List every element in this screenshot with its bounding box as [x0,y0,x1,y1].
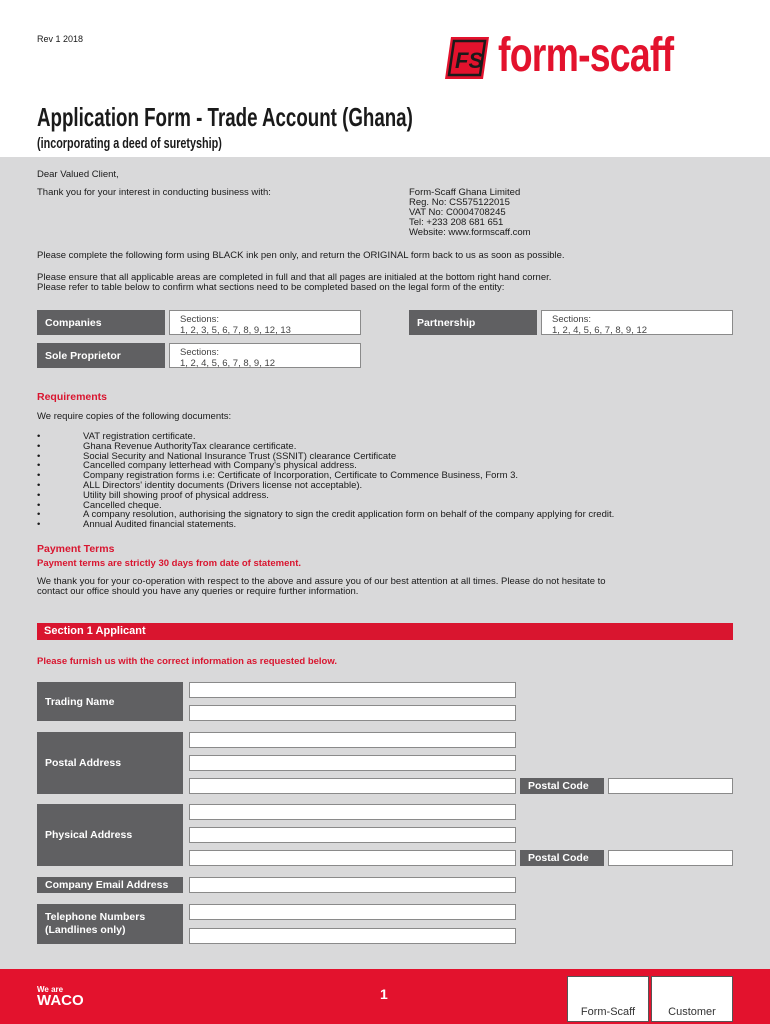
requirement-item: • Company registration forms i.e: Certificate of Incorporation, Certificate to Commence Business, Form 3. [37,471,737,481]
trading-name-label: Trading Name [37,682,183,721]
company-reg: Reg. No: CS575122015 [409,197,510,208]
formscaff-initial-box[interactable] [567,976,649,1022]
formscaff-initial-label: Form-Scaff [580,1006,636,1018]
physical-address-field-1[interactable] [189,804,516,820]
telephone-field-2[interactable] [189,928,516,944]
form-scaff-logo-icon [445,37,489,79]
postal-address-label: Postal Address [37,732,183,794]
requirement-item: • ALL Directors' identity documents (Drivers license not acceptable). [37,481,737,491]
partnership-sections-list: 1, 2, 4, 5, 6, 7, 8, 9, 12 [552,325,648,336]
partnership-label: Partnership [409,310,537,335]
section-1-instruction: Please furnish us with the correct information as requested below. [37,656,338,667]
requirement-item: • A company resolution, authorising the signatory to sign the credit application form on behalf of the company applying for credit. [37,510,737,520]
sole-sections-label: Sections: [180,347,220,358]
postal-code-field[interactable] [608,778,733,794]
postal-code-label: Postal Code [520,778,604,794]
company-vat: VAT No: C0004708245 [409,207,506,218]
requirements-heading: Requirements [37,391,108,403]
requirement-item: • VAT registration certificate. [37,432,737,442]
physical-postal-code-field[interactable] [608,850,733,866]
payment-terms-text: Payment terms are strictly 30 days from date of statement. [37,558,301,569]
instruction-refer-table: Please refer to table below to confirm what sections need to be completed based on the legal form of the entity: [37,282,505,293]
requirement-item: • Social Security and National Insurance Trust (SSNIT) clearance Certificate [37,452,737,462]
partnership-sections-label: Sections: [552,314,592,325]
company-tel: Tel: +233 208 681 651 [409,217,504,228]
waco-logo: WACO [37,992,84,1009]
company-email-field[interactable] [189,877,516,893]
company-email-label: Company Email Address [37,877,183,893]
closing-text-1: We thank you for your co-operation with respect to the above and assure you of our best attention at all times. Please do not hesitate to [37,576,606,587]
page-subtitle: (incorporating a deed of suretyship) [37,135,222,152]
requirements-intro: We require copies of the following documents: [37,411,232,422]
telephone-label [37,904,183,944]
page-number: 1 [380,986,388,1002]
physical-address-field-2[interactable] [189,827,516,843]
logo-mark-text: FS [455,48,484,73]
we-are-text: We are [37,985,64,994]
telephone-label-line1: Telephone Numbers [45,911,146,923]
trading-name-field-2[interactable] [189,705,516,721]
requirement-item: • Cancelled company letterhead with Company's physical address. [37,461,737,471]
telephone-field-1[interactable] [189,904,516,920]
physical-address-label: Physical Address [37,804,183,866]
requirement-item: • Ghana Revenue AuthorityTax clearance certificate. [37,442,737,452]
payment-terms-heading: Payment Terms [37,543,115,555]
postal-address-field-2[interactable] [189,755,516,771]
companies-sections-list: 1, 2, 3, 5, 6, 7, 8, 9, 12, 13 [180,325,291,336]
logo-text: form-scaff [498,29,674,82]
customer-initial-box[interactable] [651,976,733,1022]
postal-address-field-3[interactable] [189,778,516,794]
thanks-text: Thank you for your interest in conducting business with: [37,187,271,198]
physical-address-field-3[interactable] [189,850,516,866]
company-name: Form-Scaff Ghana Limited [409,187,521,198]
greeting: Dear Valued Client, [37,169,119,180]
physical-postal-code-label: Postal Code [520,850,604,866]
page-title: Application Form - Trade Account (Ghana) [37,102,413,132]
company-website: Website: www.formscaff.com [409,227,531,238]
requirement-item: • Annual Audited financial statements. [37,520,737,530]
companies-label: Companies [37,310,165,335]
closing-text-2: contact our office should you have any queries or require further information. [37,586,359,597]
companies-sections-label: Sections: [180,314,220,325]
companies-sections [169,310,361,335]
instruction-black-ink: Please complete the following form using BLACK ink pen only, and return the ORIGINAL form back to us as soon as possible. [37,250,565,261]
instruction-complete: Please ensure that all applicable areas are completed in full and that all pages are initialed at the bottom right hand corner. [37,272,552,283]
postal-address-field-1[interactable] [189,732,516,748]
section-1-header: Section 1 Applicant [37,623,733,640]
revision-label: Rev 1 2018 [37,34,84,44]
sole-proprietor-sections [169,343,361,368]
sole-proprietor-label: Sole Proprietor [37,343,165,368]
telephone-label-line2: (Landlines only) [45,924,126,936]
requirement-item: • Cancelled cheque. [37,501,737,511]
partnership-sections [541,310,733,335]
sole-sections-list: 1, 2, 4, 5, 6, 7, 8, 9, 12 [180,358,276,369]
requirement-item: • Utility bill showing proof of physical address. [37,491,737,501]
customer-initial-label: Customer [668,1006,716,1018]
company-details [409,188,531,238]
requirements-list [37,432,737,530]
trading-name-field-1[interactable] [189,682,516,698]
